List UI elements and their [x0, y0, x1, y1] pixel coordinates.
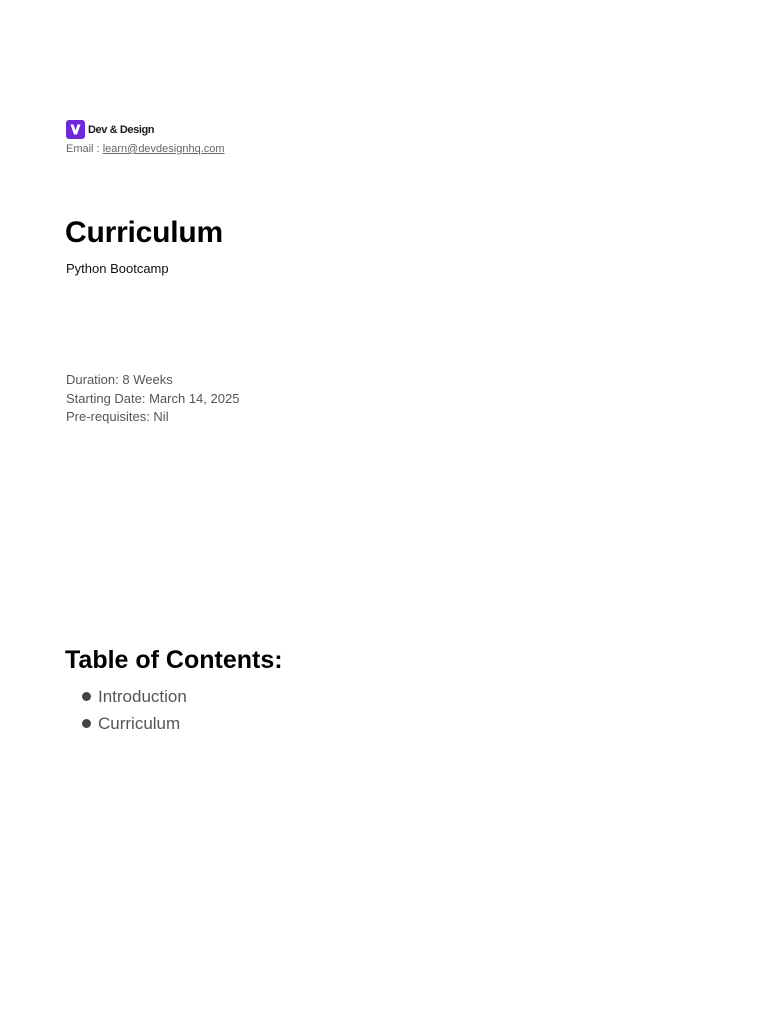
page-subtitle: Python Bootcamp [66, 261, 169, 276]
toc-item-curriculum[interactable] [82, 710, 187, 737]
email-link[interactable]: learn@devdesignhq.com [102, 143, 225, 155]
email-label: Email : [66, 143, 103, 155]
starting-date-text: Starting Date: March 14, 2025 [66, 390, 240, 406]
contact-email-line [66, 143, 225, 155]
toc-item-introduction[interactable] [82, 683, 187, 710]
prerequisites-text: Pre-requisites: Nil [66, 409, 169, 424]
duration-text: Duration: 8 Weeks [66, 372, 173, 387]
toc-item-label: Curriculum [98, 713, 181, 733]
course-meta [66, 371, 239, 427]
toc-list [82, 683, 187, 737]
bullet-icon [82, 719, 91, 728]
v-logo-icon [66, 120, 85, 139]
toc-heading: Table of Contents: [65, 646, 283, 674]
toc-item-label: Introduction [98, 686, 187, 706]
brand-name: Dev & Design [88, 123, 155, 136]
page-title: Curriculum [65, 216, 224, 249]
bullet-icon [82, 692, 91, 701]
brand-header [66, 120, 154, 139]
